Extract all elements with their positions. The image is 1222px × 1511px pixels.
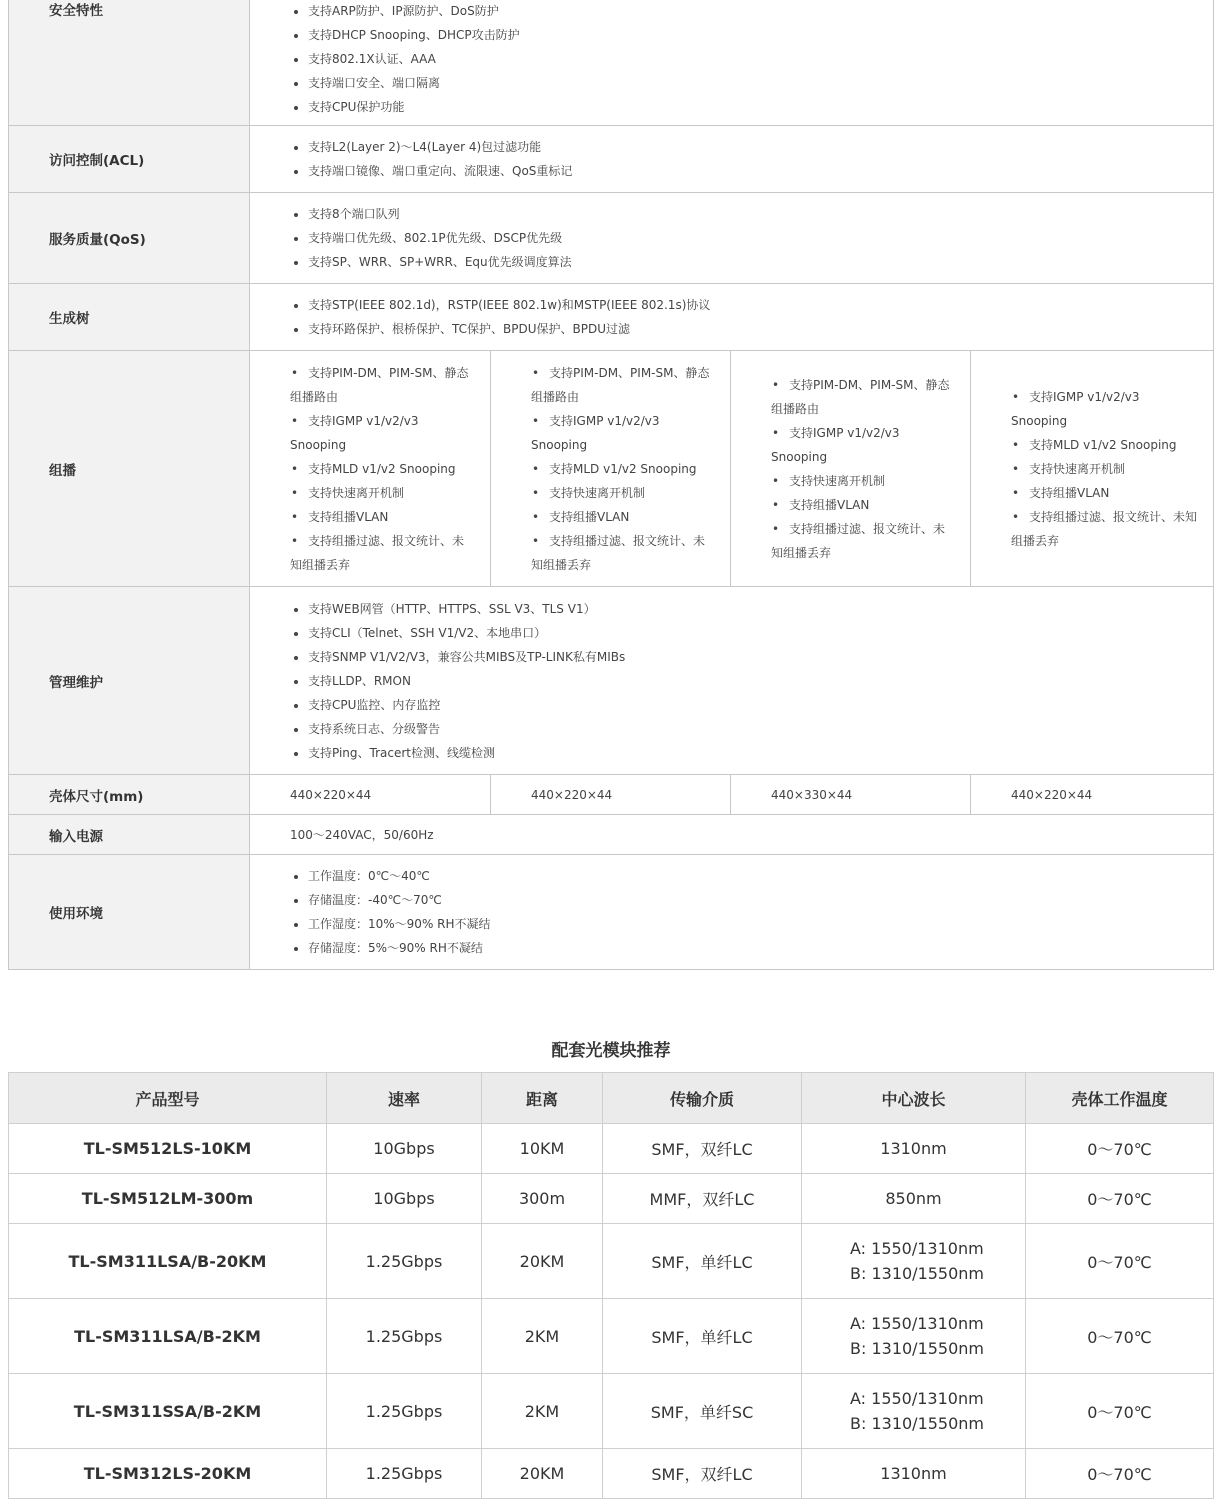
module-distance: 20KM [482,1449,603,1499]
spec-value [250,193,1214,284]
module-model: TL-SM311LSA/B-2KM [9,1299,327,1374]
spec-label: 壳体尺寸(mm) [9,775,250,815]
module-rate: 1.25Gbps [327,1449,482,1499]
table-row [9,1224,1214,1299]
list-item: • 支持ARP防护、IP源防护、DoS防护 [308,0,1193,23]
list-item: • 支持CLI（Telnet、SSH V1/V2、本地串口） [308,621,1193,645]
spec-label: 访问控制(ACL) [9,126,250,193]
module-medium: SMF，双纤LC [603,1449,802,1499]
wavelength-line: B: 1310/1550nm [850,1414,985,1433]
module-rate: 10Gbps [327,1174,482,1224]
module-model: TL-SM512LM-300m [9,1174,327,1224]
list-item: • 支持组播过滤、报文统计、未知组播丢弃 [1011,505,1197,553]
spec-value [250,0,1214,126]
module-model: TL-SM311LSA/B-20KM [9,1224,327,1299]
module-wavelength [802,1224,1026,1299]
spec-value [250,126,1214,193]
list-item: • 支持端口镜像、端口重定向、流限速、QoS重标记 [308,159,1193,183]
list-item: • 支持PIM-DM、PIM-SM、静态组播路由 [531,361,714,409]
module-medium: SMF，单纤LC [603,1224,802,1299]
list-item: • 存储温度：-40℃～70℃ [308,888,1193,912]
module-temp: 0～70℃ [1026,1374,1214,1449]
spec-table [8,0,1214,970]
list-item: • 支持SNMP V1/V2/V3，兼容公共MIBS及TP-LINK私有MIBs [308,645,1193,669]
module-distance: 10KM [482,1124,603,1174]
column-header: 距离 [482,1073,603,1124]
column-header: 壳体工作温度 [1026,1073,1214,1124]
list-item: • 支持WEB网管（HTTP、HTTPS、SSL V3、TLS V1） [308,597,1193,621]
list-item: • 支持DHCP Snooping、DHCP攻击防护 [308,23,1193,47]
wavelength-line: B: 1310/1550nm [850,1264,985,1283]
wavelength-line: A: 1550/1310nm [850,1239,984,1258]
spec-row-security [9,0,1214,126]
list-item: • 支持8个端口队列 [308,202,1193,226]
spec-row-acl [9,126,1214,193]
spec-row-dimensions [9,775,1214,815]
spec-row-qos [9,193,1214,284]
list-item: • 支持MLD v1/v2 Snooping [531,457,714,481]
list-item: • 支持系统日志、分级警告 [308,717,1193,741]
module-distance: 300m [482,1174,603,1224]
column-header: 产品型号 [9,1073,327,1124]
multicast-column [731,351,971,587]
list-item: • 支持组播过滤、报文统计、未知组播丢弃 [290,529,474,577]
list-item: • 支持MLD v1/v2 Snooping [290,457,474,481]
list-item: • 支持组播VLAN [771,493,954,517]
spec-row-environment [9,855,1214,970]
list-item: • 支持LLDP、RMON [308,669,1193,693]
list-item: • 支持快速离开机制 [771,469,954,493]
spec-label: 输入电源 [9,815,250,855]
list-item: • 支持MLD v1/v2 Snooping [1011,433,1197,457]
list-item: • 支持Ping、Tracert检测、线缆检测 [308,741,1193,765]
dimension-value: 440×330×44 [731,775,971,815]
spec-row-stp [9,284,1214,351]
list-item: • 支持PIM-DM、PIM-SM、静态组播路由 [290,361,474,409]
dimension-value: 440×220×44 [971,775,1214,815]
column-header: 速率 [327,1073,482,1124]
spec-row-multicast [9,351,1214,587]
module-medium: MMF，双纤LC [603,1174,802,1224]
module-medium: SMF，单纤LC [603,1299,802,1374]
spec-value [250,855,1214,970]
spec-value [250,284,1214,351]
module-temp: 0～70℃ [1026,1449,1214,1499]
list-item: • 支持组播过滤、报文统计、未知组播丢弃 [531,529,714,577]
list-item: • 支持端口安全、端口隔离 [308,71,1193,95]
list-item: • 支持PIM-DM、PIM-SM、静态组播路由 [771,373,954,421]
table-row [9,1174,1214,1224]
module-wavelength [802,1374,1026,1449]
list-item: • 支持IGMP v1/v2/v3 Snooping [1011,385,1197,433]
column-header: 传输介质 [603,1073,802,1124]
module-header-row [9,1073,1214,1124]
spec-value [250,587,1214,775]
module-model: TL-SM312LS-20KM [9,1449,327,1499]
list-item: • 支持组播过滤、报文统计、未知组播丢弃 [771,517,954,565]
module-wavelength [802,1299,1026,1374]
table-row [9,1124,1214,1174]
module-medium: SMF，单纤SC [603,1374,802,1449]
list-item: • 支持L2(Layer 2)～L4(Layer 4)包过滤功能 [308,135,1193,159]
list-item: • 工作湿度：10%～90% RH不凝结 [308,912,1193,936]
list-item: • 支持快速离开机制 [1011,457,1197,481]
module-model: TL-SM311SSA/B-2KM [9,1374,327,1449]
module-wavelength: 850nm [802,1174,1026,1224]
wavelength-line: A: 1550/1310nm [850,1389,984,1408]
list-item: • 支持CPU监控、内存监控 [308,693,1193,717]
list-item: • 支持SP、WRR、SP+WRR、Equ优先级调度算法 [308,250,1193,274]
power-value: 100～240VAC，50/60Hz [250,815,1214,855]
list-item: • 存储湿度：5%～90% RH不凝结 [308,936,1193,960]
list-item: • 支持组播VLAN [1011,481,1197,505]
list-item: • 支持端口优先级、802.1P优先级、DSCP优先级 [308,226,1193,250]
multicast-column [250,351,491,587]
module-rate: 1.25Gbps [327,1374,482,1449]
module-section-title: 配套光模块推荐 [551,1041,671,1061]
module-distance: 20KM [482,1224,603,1299]
spec-row-management [9,587,1214,775]
wavelength-line: B: 1310/1550nm [850,1339,985,1358]
wavelength-line: A: 1550/1310nm [850,1314,984,1333]
module-wavelength: 1310nm [802,1124,1026,1174]
list-item: • 支持STP(IEEE 802.1d)，RSTP(IEEE 802.1w)和MSTP(IEEE 802.1s)协议 [308,293,1193,317]
multicast-column [971,351,1214,587]
list-item: • 支持组播VLAN [531,505,714,529]
multicast-column [491,351,731,587]
spec-label: 使用环境 [9,855,250,970]
spec-label: 组播 [9,351,250,587]
spec-label: 安全特性 [9,0,250,126]
module-temp: 0～70℃ [1026,1174,1214,1224]
module-temp: 0～70℃ [1026,1224,1214,1299]
spec-label: 管理维护 [9,587,250,775]
list-item: • 支持CPU保护功能 [308,95,1193,119]
list-item: • 支持环路保护、根桥保护、TC保护、BPDU保护、BPDU过滤 [308,317,1193,341]
table-row [9,1374,1214,1449]
list-item: • 工作温度：0℃～40℃ [308,864,1193,888]
list-item: • 支持快速离开机制 [290,481,474,505]
column-header: 中心波长 [802,1073,1026,1124]
dimension-value: 440×220×44 [250,775,491,815]
module-distance: 2KM [482,1299,603,1374]
module-table [8,1072,1214,1499]
table-row [9,1299,1214,1374]
list-item: • 支持IGMP v1/v2/v3 Snooping [771,421,954,469]
list-item: • 支持快速离开机制 [531,481,714,505]
list-item: • 支持组播VLAN [290,505,474,529]
list-item: • 支持802.1X认证、AAA [308,47,1193,71]
list-item: • 支持IGMP v1/v2/v3 Snooping [290,409,474,457]
spec-row-power [9,815,1214,855]
table-row [9,1449,1214,1499]
module-model: TL-SM512LS-10KM [9,1124,327,1174]
module-medium: SMF，双纤LC [603,1124,802,1174]
spec-label: 服务质量(QoS) [9,193,250,284]
dimension-value: 440×220×44 [491,775,731,815]
list-item: • 支持IGMP v1/v2/v3 Snooping [531,409,714,457]
module-rate: 1.25Gbps [327,1299,482,1374]
module-rate: 1.25Gbps [327,1224,482,1299]
module-wavelength: 1310nm [802,1449,1026,1499]
module-rate: 10Gbps [327,1124,482,1174]
module-distance: 2KM [482,1374,603,1449]
module-temp: 0～70℃ [1026,1299,1214,1374]
spec-label: 生成树 [9,284,250,351]
module-temp: 0～70℃ [1026,1124,1214,1174]
